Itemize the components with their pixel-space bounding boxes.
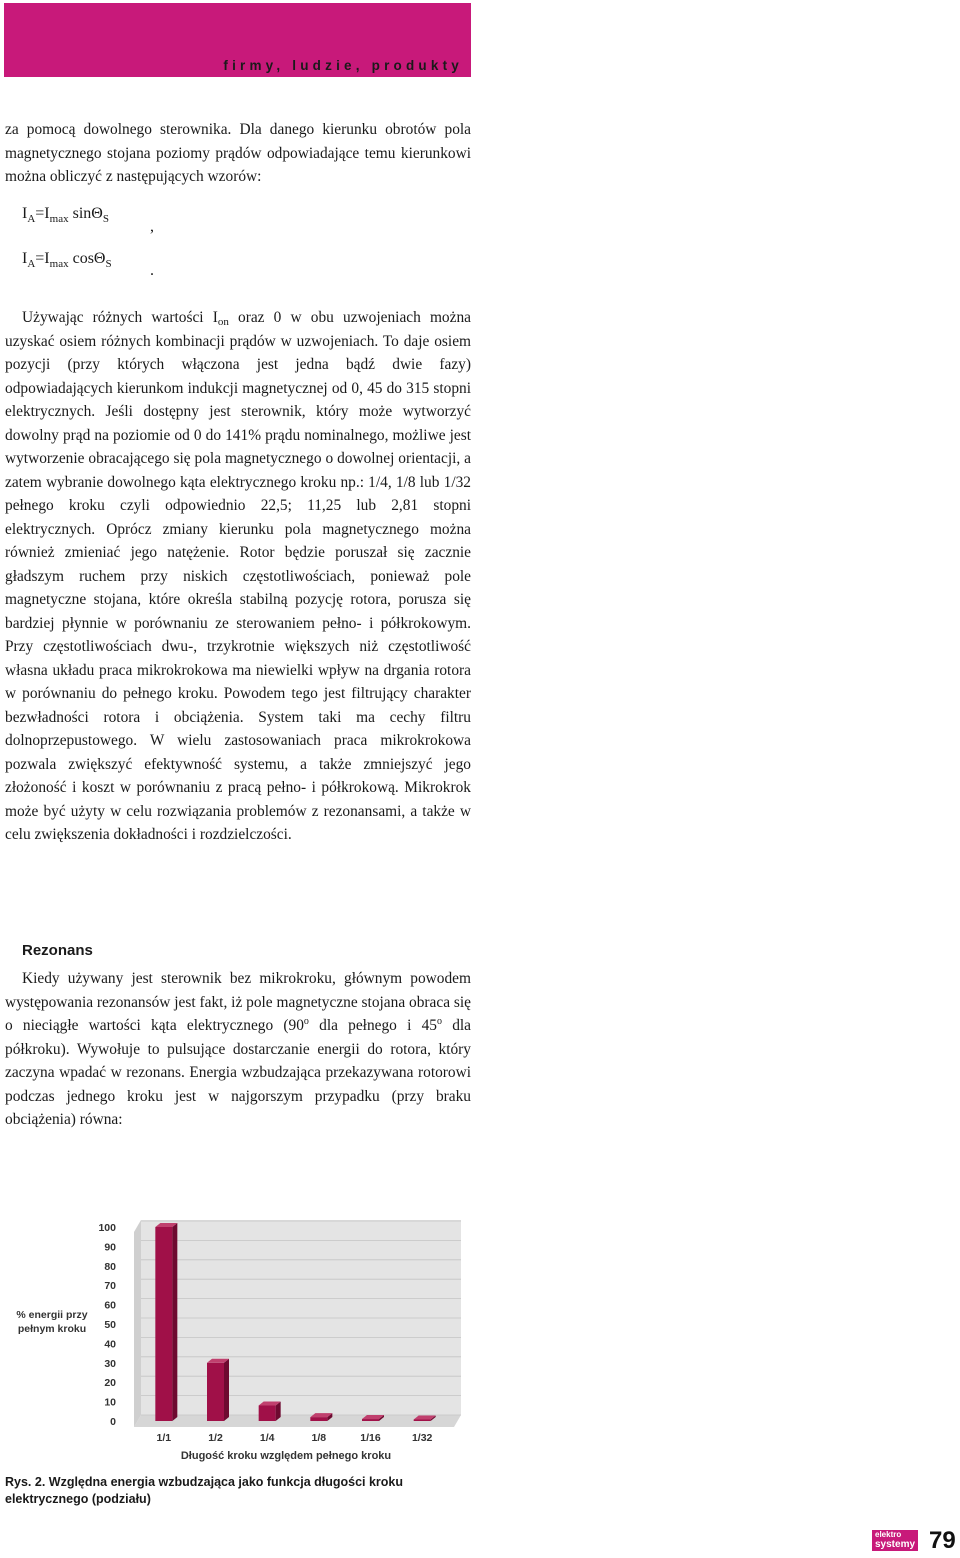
- formula-sin: $I_A=I_{max}$ sinΘ$_S$: [22, 205, 109, 225]
- chart-floor: [134, 1415, 461, 1427]
- bar-side: [172, 1223, 177, 1421]
- y-tick-label: 20: [104, 1377, 116, 1390]
- x-axis-label: Długość kroku względem pełnego kroku: [180, 1450, 392, 1462]
- bar-front: [259, 1405, 276, 1421]
- bar: [155, 1223, 177, 1421]
- formula-cos: $I_A=I_{max}$ cosΘ$_S$: [22, 250, 112, 270]
- section-title: firmy, ludzie, produkty: [223, 58, 463, 73]
- y-tick-label: 80: [104, 1260, 116, 1273]
- page-number: 79: [929, 1527, 956, 1554]
- y-axis-label-line1: % energii przy: [16, 1309, 88, 1321]
- bar: [207, 1359, 229, 1421]
- y-tick-label: 50: [104, 1319, 116, 1331]
- x-tick-label: 1/32: [411, 1432, 433, 1444]
- bar-front: [155, 1227, 172, 1421]
- bar-front: [207, 1363, 224, 1421]
- x-tick-label: 1/2: [208, 1432, 223, 1444]
- y-axis-label-line2: pełnym kroku: [17, 1323, 87, 1335]
- intro-paragraph: za pomocą dowolnego sterownika. Dla danego kierunku obrotów pola magnetycznego stojana poziomy prądów odpowiadające temu kierunkowi można obliczyć z następujących wzorów:: [5, 121, 471, 185]
- figure-caption: Rys. 2. Względna energia wzbudzająca jako funkcja długości kroku elektrycznego (podziału): [5, 1475, 404, 1506]
- magazine-logo: elektro systemy: [872, 1530, 918, 1551]
- formula-cos-punct: .: [150, 262, 154, 279]
- bar-front: [414, 1420, 431, 1422]
- x-tick-label: 1/1: [156, 1432, 172, 1444]
- y-tick-label: 70: [104, 1280, 116, 1293]
- chart-back-wall: [141, 1220, 461, 1415]
- section-header-bar: [4, 3, 471, 77]
- formula-sin-punct: ,: [150, 218, 154, 235]
- y-tick-label: 90: [104, 1241, 116, 1254]
- chart-side-wall: [134, 1220, 141, 1427]
- y-tick-label: 0: [110, 1416, 116, 1428]
- y-tick-label: 30: [104, 1357, 116, 1370]
- x-tick-label: 1/4: [259, 1432, 275, 1444]
- bar-side: [224, 1359, 229, 1421]
- y-tick-label: 100: [98, 1222, 116, 1234]
- body-paragraph-microstep: Używając różnych wartości $I_{on}$ oraz 0 w obu uzwojeniach można uzyskać osiem różnych kombinacji prądów w uzwojeniach. To daje osiem pozycji (przy których włączona jest jedna bądź dwie fazy) odpowiadających kierunkom indukcji magnetycznej od 0, 45 do 315 stopni elektrycznych. Jeśli dostępny jest sterownik, który może wytworzyć dowolny prąd na poziomie od 0 do 141% prądu nominalnego, możliwe jest wytworzenie obracającego się pola magnetycznego o dowolnej orientacji, a zatem wybranie dowolnego kąta elektrycznego kroku np.: 1/4, 1/8 lub 1/32 pełnego kroku czyli odpowiednio 22,5; 11,25 lub 2,81 stopni elektrycznych. Oprócz zmiany kierunku pola magnetycznego można również zmieniać jego natężenie. Rotor będzie poruszał się zacznie gładszym ruchem przy niskich częstotliwościach, ponieważ pole magnetyczne stojana, które określa stabilną pozycję rotora, porusza się bardziej płynnie w porównaniu ze sterowaniem pełno- i półkrokowym. Przy częstotliwościach dwu-, trzykrotnie większych niż częstotliwość własna układu praca mikrokrokowa ma niewielki wpływ na drgania rotora w porównaniu do pełnego kroku. Powodem tego jest filtrujący charakter bezwładności rotora i obciążenia. System taki ma cechy filtru dolnoprzepustowego. W wielu zastosowaniach praca mikrokrokowa pozwala zwiększyć efektywność systemu, a także zmniejszyć jego złożoność i koszt w porównaniu z pracą pełno- i półkrokową. Mikrokrok może być użyty w celu rozwiązania problemów z rezonansami, a także w celu zwiększenia dokładności i rozdzielczości.: [5, 309, 471, 843]
- bar-chart: [4, 1200, 471, 1475]
- bar-front: [310, 1417, 327, 1421]
- y-tick-label: 60: [104, 1299, 116, 1312]
- bar: [259, 1401, 281, 1421]
- x-tick-label: 1/16: [360, 1432, 381, 1444]
- x-tick-label: 1/8: [311, 1432, 327, 1444]
- section-heading: Rezonans: [22, 942, 93, 959]
- y-tick-label: 40: [104, 1338, 116, 1351]
- bar-front: [362, 1419, 379, 1421]
- y-tick-label: 10: [104, 1396, 116, 1409]
- body-paragraph-resonance: Kiedy używany jest sterownik bez mikrokroku, głównym powodem występowania rezonansów jest fakt, iż pole magnetyczne stojana obraca się o nieciągłe wartości kąta elektrycznego (90$^o$ dla pełnego i 45$^o$ dla półkroku). Wywołuje to pulsujące dostarczanie energii do rotora, który zaczyna wpadać w rezonans. Energia wzbudzająca przekazywana rotorowi podczas jednego kroku jest w najgorszym przypadku (przy braku obciążenia) równa:: [5, 970, 472, 1128]
